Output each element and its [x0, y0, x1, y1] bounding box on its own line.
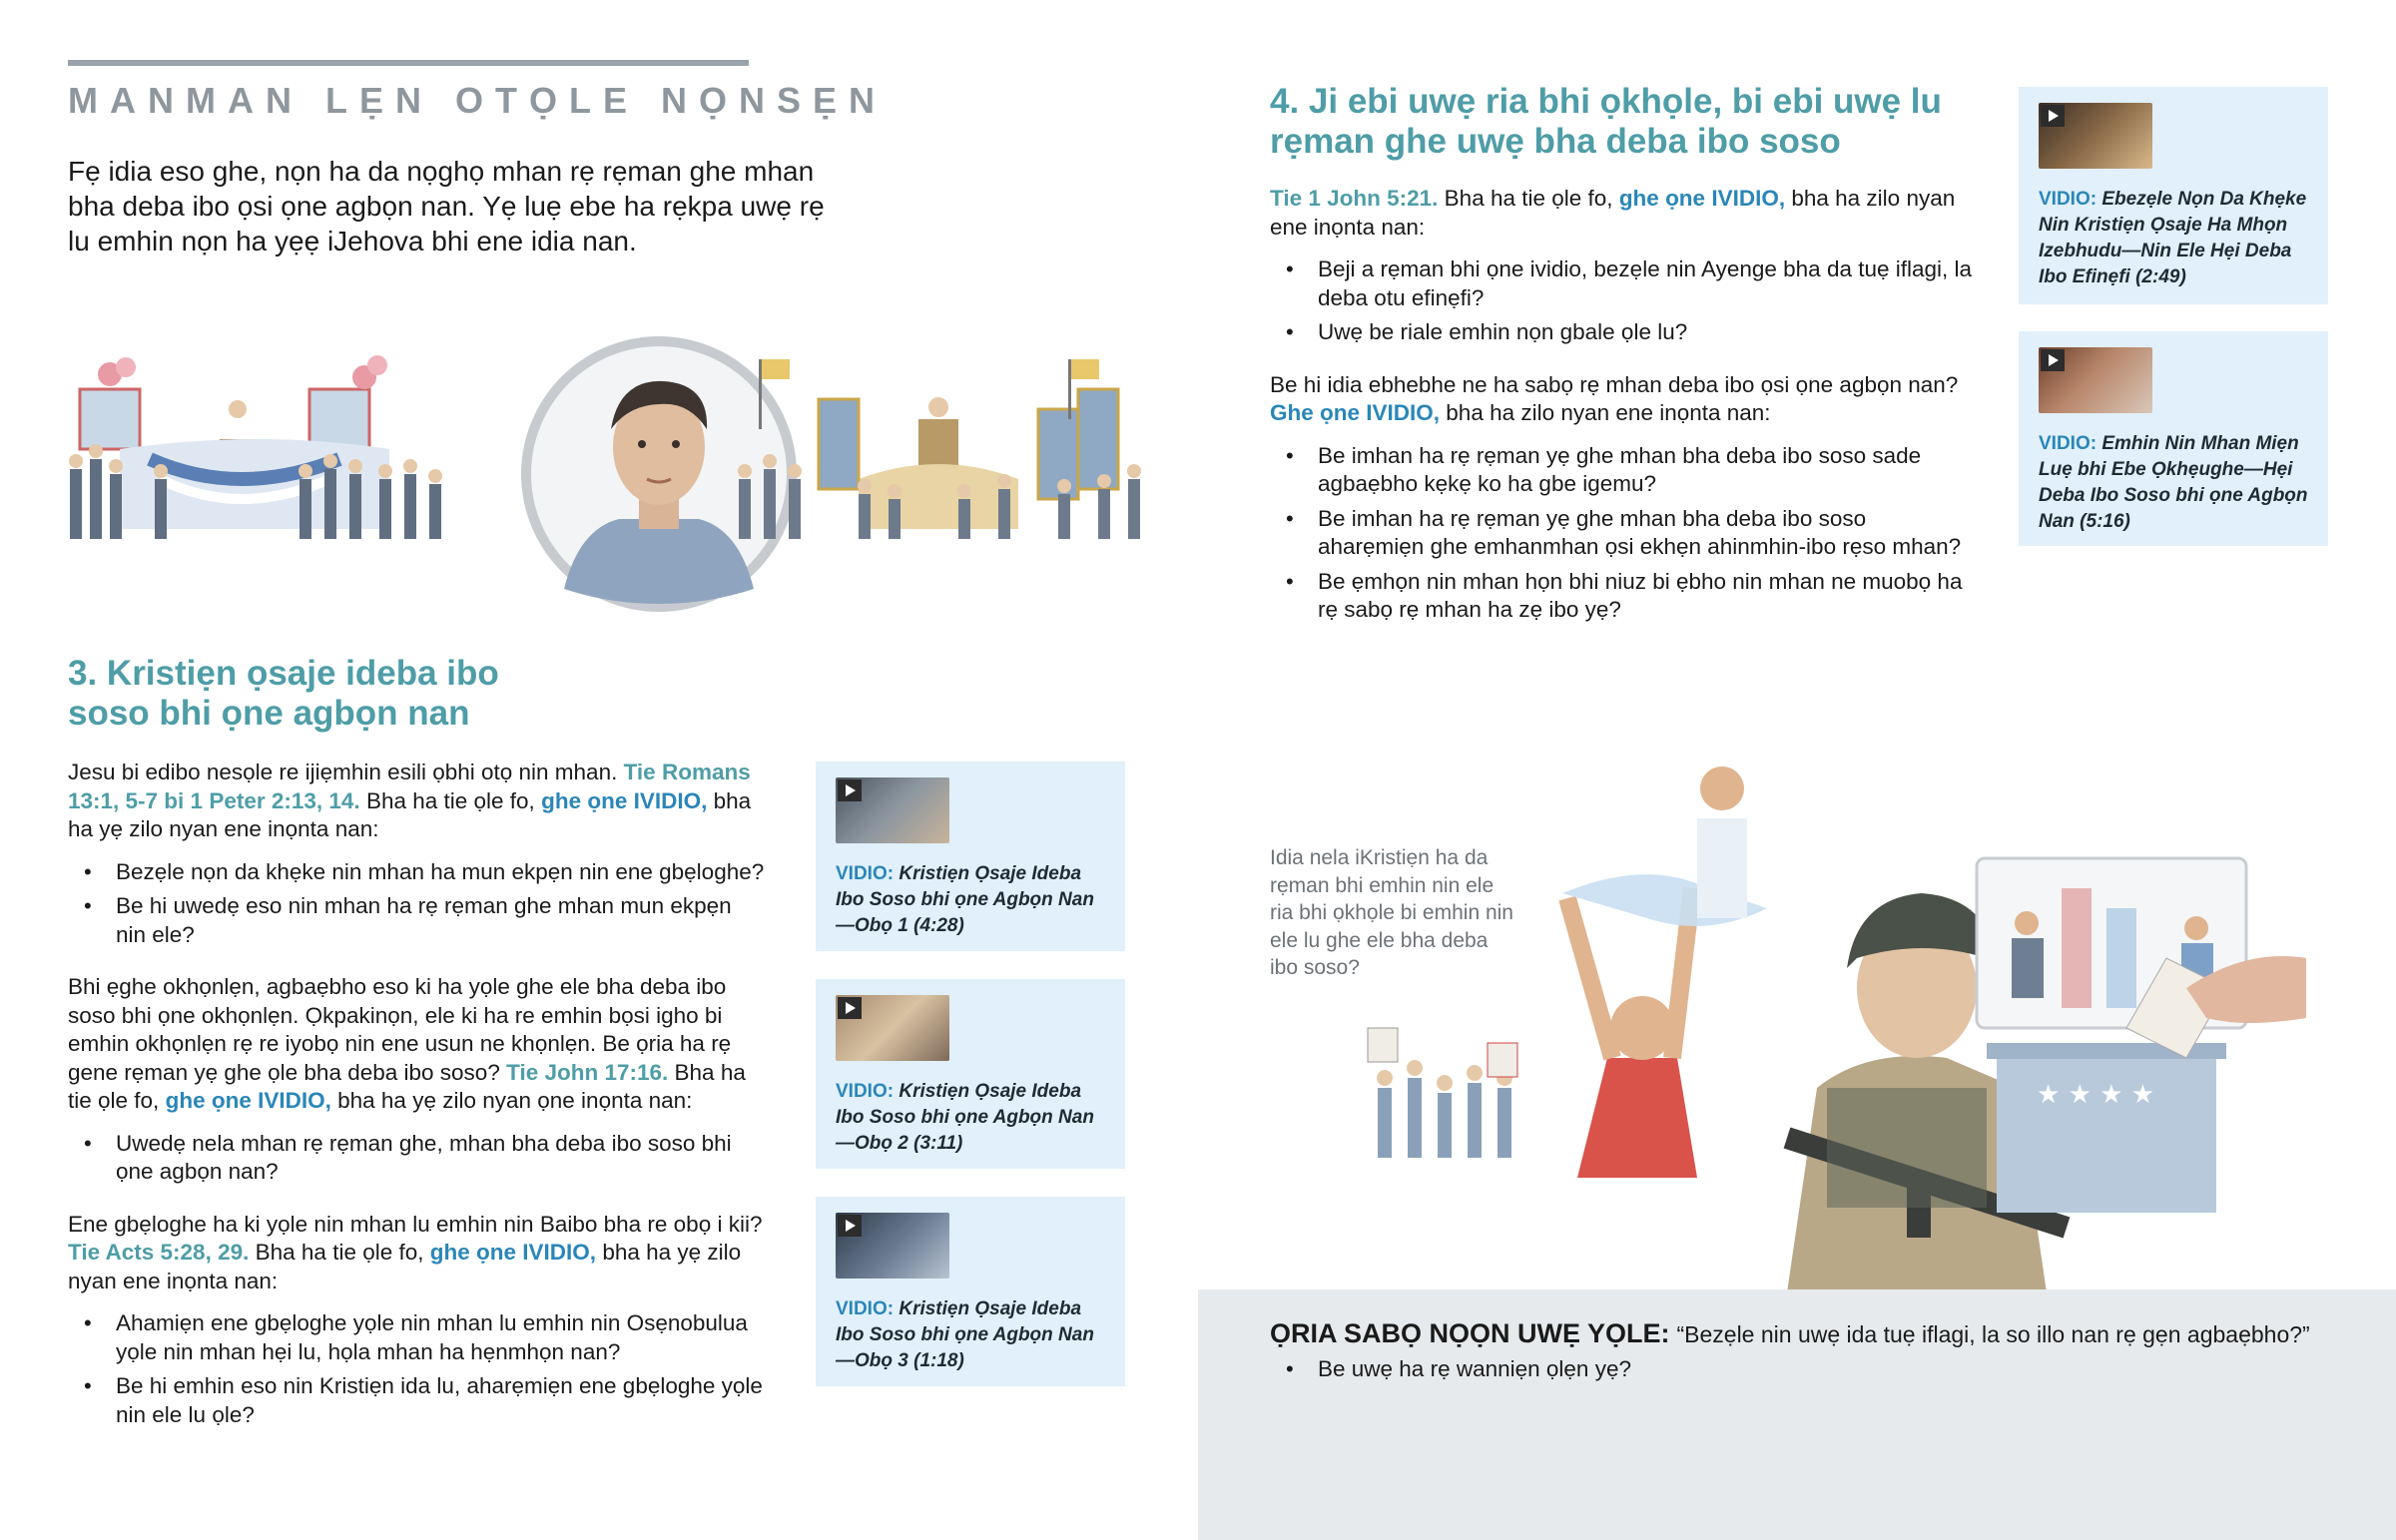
- video-link[interactable]: ghe ọne IVIDIO,: [165, 1088, 331, 1113]
- paragraph-text: Jesu bi edibo nesọle re ijiẹmhin esili ọbhi otọ nin mhan.: [68, 760, 618, 784]
- list-item: • Be hi emhin eso nin Kristiẹn ida lu, aharẹmiẹn ene gbẹloghe yọle nin ele lu ọle?: [116, 1372, 767, 1429]
- page-kicker: MANMAN LẸN OTỌLE NỌNSẸN: [68, 80, 887, 121]
- play-icon[interactable]: [2041, 105, 2065, 127]
- top-rule: [68, 60, 749, 66]
- video-title: Kristiẹn Ọsaje Ideba Ibo Soso bhi ọne Agbọn Nan —Obọ 2 (3:11): [836, 1081, 1094, 1154]
- paragraph-text: Be hi idia ebhebhe ne ha sabọ rẹ mhan deba ibo ọsi ọne agbọn nan?: [1270, 371, 1959, 397]
- section-4-body: [1270, 185, 1974, 639]
- voting-scene: [1977, 858, 2306, 1213]
- video-link[interactable]: ghe ọne IVIDIO,: [429, 1240, 597, 1265]
- video-link[interactable]: Ghe ọne IVIDIO,: [1270, 400, 1441, 425]
- question-panel-list: [1270, 1355, 2316, 1390]
- list-item: • Ahamiẹn ene gbẹloghe yọle nin mhan lu emhin nin Osẹnobulua yọle nin mhan hẹi lu, họla mhan ha hẹnmhọn nan?: [116, 1309, 767, 1366]
- list-item: • Beji a rẹman bhi ọne ividio, bezẹle nin Ayenge bha da tuẹ iflagi, la deba otu efinẹfi?: [1318, 256, 1974, 312]
- section-4-heading: 4. Ji ebi uwẹ ria bhi ọkhọle, bi ebi uwẹ lu rẹman ghe uwẹ bha deba ibo soso: [1270, 82, 1942, 161]
- paragraph-text: Bha ha tie ọle fo,: [255, 1240, 424, 1265]
- play-icon[interactable]: [2041, 349, 2065, 371]
- play-icon[interactable]: [838, 779, 862, 801]
- question-list: [1270, 256, 1974, 347]
- section-3-paragraph-2: [68, 973, 767, 1116]
- list-item: • Be hi uwedẹ eso nin mhan ha rẹ rẹman ghe mhan mun ekpẹn nin ele?: [116, 892, 767, 949]
- rally-illustration: [60, 329, 1158, 619]
- paragraph-text: bha ha zilo nyan ene inọnta nan:: [1270, 186, 1956, 240]
- intro-text: Fẹ idia eso ghe, nọn ha da nọghọ mhan rẹ rẹman ghe mhan bha deba ibo ọsi ọne agbọn nan. Yẹ luẹ ebe ha rẹkpa uwẹ rẹ lu emhin nọn ha yẹẹ iJehova bhi ene idia nan.: [68, 156, 825, 257]
- left-rally-crowd: [69, 355, 442, 539]
- man-portrait: [521, 336, 797, 612]
- list-item: • Uwedẹ nela mhan rẹ rẹman ghe, mhan bha deba ibo soso bhi ọne agbọn nan?: [116, 1130, 767, 1187]
- svg-text:★ ★ ★ ★: ★ ★ ★ ★: [2037, 1080, 2155, 1110]
- play-icon[interactable]: [838, 997, 862, 1019]
- video-card-part-2[interactable]: [816, 979, 1125, 1169]
- video-title: Kristiẹn Ọsaje Ideba Ibo Soso bhi ọne Agbọn Nan —Obọ 3 (1:18): [836, 1298, 1094, 1371]
- list-item: • Be imhan ha rẹ rẹman yẹ ghe mhan bha deba ibo soso sade agbaẹbho kẹkẹ ko ha gbe igemu?: [1318, 442, 1974, 499]
- paragraph-text: Bha ha tie ọle fo,: [68, 1059, 746, 1113]
- video-label: VIDIO:: [2039, 433, 2097, 454]
- video-caption: [2039, 431, 2308, 535]
- section-3-heading: 3. Kristiẹn ọsaje ideba ibo soso bhi ọne agbọn nan: [68, 654, 499, 733]
- section-3-paragraph-3: [68, 1211, 767, 1296]
- cheering-fan: [1562, 874, 1767, 1178]
- video-label: VIDIO:: [836, 1298, 895, 1319]
- scripture-link[interactable]: Tie Acts 5:28, 29.: [68, 1240, 250, 1265]
- question-list: [1270, 442, 1974, 625]
- video-label: VIDIO:: [836, 1081, 895, 1102]
- video-title: Kristiẹn Ọsaje Ideba Ibo Soso bhi ọne Agbọn Nan —Obọ 1 (4:28): [836, 863, 1094, 936]
- video-label: VIDIO:: [836, 863, 895, 884]
- paragraph-text: Bhi ẹghe okhọnlẹn, agbaẹbho eso ki ha yọle ghe ele bha deba ibo soso bhi ọne okhọnlẹn. Ọkpakinọn, ele ki ha re emhin bọsi igho bi emhin okhọnlẹn rẹ re iyobọ nin ene usun ne khọnlẹn. Be ọria ha rẹ gene rẹman yẹ ghe ọle bha deba ibo soso?: [68, 974, 732, 1085]
- list-item: • Be imhan ha rẹ rẹman yẹ ghe mhan bha deba ibo soso aharẹmiẹn ghe emhanmhan ọsi ekhẹn ahinmhin-ibo rẹso mhan?: [1318, 505, 1974, 562]
- video-caption: [836, 861, 1105, 939]
- list-item: • Bezẹle nọn da khẹke nin mhan ha mun ekpẹn nin ene gbẹloghe?: [116, 858, 767, 887]
- video-card-symbols[interactable]: [2019, 87, 2328, 304]
- paragraph-text: Bha ha tie ọle fo,: [1444, 186, 1613, 211]
- list-item: • Uwẹ be riale emhin nọn gbale ọle lu?: [1318, 318, 1974, 347]
- video-label: VIDIO:: [2039, 189, 2097, 210]
- question-list: [68, 858, 767, 950]
- list-item: • Be uwẹ ha rẹ wanniẹn ọlẹn yẹ?: [1318, 1355, 2316, 1384]
- scripture-link[interactable]: Tie John 17:16.: [506, 1059, 669, 1085]
- video-title: Ebezẹle Nọn Da Khẹke Nin Kristiẹn Ọsaje Ha Mhọn Izebhudu—Nin Ele Hẹi Deba Ibo Efinẹfi (2:49): [2039, 189, 2307, 287]
- video-title: Emhin Nin Mhan Miẹn Luẹ bhi Ebe Ọkhẹughe—Hẹi Deba Ibo Soso bhi ọne Agbọn Nan (5:16): [2039, 433, 2308, 532]
- right-rally-crowd: [738, 359, 1141, 539]
- play-icon[interactable]: [838, 1215, 862, 1237]
- question-list: [68, 1309, 767, 1429]
- paragraph-text: Ene gbẹloghe ha ki yọle nin mhan lu emhin nin Baibo bha re obọ i kii?: [68, 1211, 763, 1237]
- section-3-body: [68, 759, 767, 1443]
- video-link[interactable]: ghe ọne IVIDIO,: [541, 787, 708, 813]
- question-label: ỌRIA SABỌ NỌỌN UWẸ YỌLE:: [1270, 1318, 1670, 1348]
- paragraph-text: bha ha yẹ zilo nyan ene inọnta nan:: [68, 1240, 742, 1293]
- video-caption: [836, 1296, 1105, 1374]
- scripture-link[interactable]: Tie 1 John 5:21.: [1270, 186, 1439, 211]
- section-3-paragraph-1: [68, 759, 767, 844]
- video-card-research[interactable]: [2019, 331, 2328, 546]
- neutrality-illustration: [1348, 759, 2306, 1292]
- video-link[interactable]: ghe ọne IVIDIO,: [1618, 186, 1786, 211]
- video-card-part-3[interactable]: [816, 1197, 1125, 1386]
- section-4-paragraph-2: [1270, 371, 1974, 428]
- paragraph-text: bha ha yẹ zilo nyan ene inọnta nan:: [68, 787, 752, 841]
- list-item: • Be ẹmhọn nin mhan họn bhi niuz bi ẹbho nin mhan ne muobọ ha rẹ sabọ rẹ mhan ha zẹ ibo yẹ?: [1318, 568, 1974, 625]
- protest-group: [1368, 1028, 1517, 1158]
- video-caption: [836, 1079, 1105, 1157]
- paragraph-text: Bha ha tie ọle fo,: [365, 787, 535, 813]
- paragraph-text: bha ha yẹ zilo nyan ọne inọnta nan:: [337, 1088, 693, 1113]
- question-line: [1270, 1317, 2368, 1350]
- video-caption: [2039, 187, 2308, 290]
- video-card-part-1[interactable]: [816, 762, 1125, 951]
- question-list: [68, 1130, 767, 1187]
- illustration-caption: Idia nela iKristiẹn ha da rẹman bhi emhin nin ele ria bhi ọkhọle bi emhin nin ele lu ghe ele bha deba ibo soso?: [1270, 846, 1513, 979]
- saluting-boy: [1697, 767, 1747, 918]
- section-4-paragraph-1: [1270, 185, 1974, 242]
- scripture-link[interactable]: Tie Romans 13:1, 5-7 bi 1 Peter 2:13, 14.: [68, 760, 751, 813]
- question-text: “Bezẹle nin uwẹ ida tuẹ iflagi, la so illo nan rẹ gẹn agbaẹbho?”: [1676, 1321, 2310, 1347]
- paragraph-text: bha ha zilo nyan ene inọnta nan:: [1446, 400, 1771, 425]
